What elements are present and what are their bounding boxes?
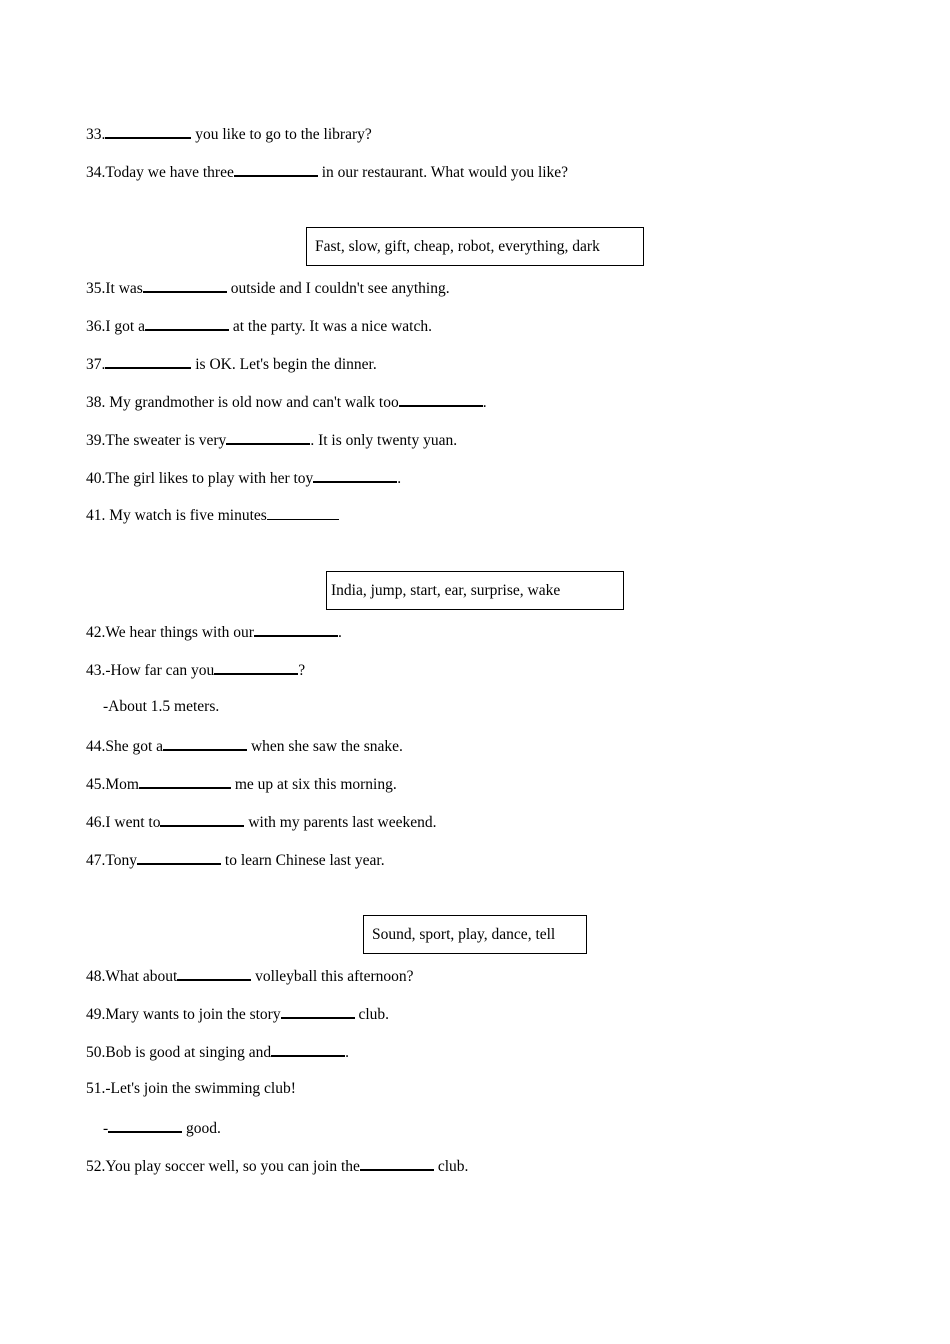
answer-blank[interactable]	[267, 505, 339, 520]
question-34	[86, 161, 568, 183]
question-text: club.	[433, 1158, 469, 1175]
question-text: 38. My grandmother is old now and can't walk too	[86, 394, 399, 411]
answer-blank[interactable]	[160, 811, 244, 827]
question-text: 46.I went to	[86, 814, 161, 831]
question-45	[86, 773, 397, 795]
question-text: 44.She got a	[86, 738, 164, 755]
question-43-answer	[103, 697, 219, 717]
word-box-1	[306, 227, 644, 266]
question-text: .	[482, 394, 487, 411]
question-52	[86, 1155, 468, 1177]
question-text: 47.Tony	[86, 852, 138, 869]
question-text: 40.The girl likes to play with her toy	[86, 470, 314, 487]
question-38	[86, 391, 487, 413]
answer-blank[interactable]	[214, 659, 298, 675]
question-text: club.	[354, 1006, 390, 1023]
question-text: . It is only twenty yuan.	[310, 432, 458, 449]
answer-blank[interactable]	[105, 353, 191, 369]
question-text: 34.Today we have three	[86, 164, 234, 181]
question-text: in our restaurant. What would you like?	[317, 164, 569, 181]
question-text: 50.Bob is good at singing and	[86, 1044, 272, 1061]
question-49	[86, 1003, 389, 1025]
question-text: outside and I couldn't see anything.	[226, 280, 450, 297]
question-43	[86, 659, 305, 681]
answer-blank[interactable]	[234, 161, 318, 177]
question-number: 33.	[86, 126, 106, 143]
question-33	[86, 123, 372, 145]
word-box-text: Fast, slow, gift, cheap, robot, everything, dark	[315, 238, 600, 255]
answer-blank[interactable]	[145, 315, 229, 331]
answer-blank[interactable]	[313, 467, 397, 483]
question-text: 45.Mom	[86, 776, 139, 793]
question-44	[86, 735, 403, 757]
answer-blank[interactable]	[254, 621, 338, 637]
word-box-2	[326, 571, 624, 610]
question-text: is OK. Let's begin the dinner.	[191, 356, 377, 373]
question-text: you like to go to the library?	[191, 126, 372, 143]
question-text: 52.You play soccer well, so you can join the	[86, 1158, 360, 1175]
word-box-3	[363, 915, 587, 954]
question-39	[86, 429, 457, 451]
question-text: me up at six this morning.	[230, 776, 397, 793]
question-text: 51.-Let's join the swimming club!	[86, 1080, 296, 1097]
question-51	[86, 1079, 296, 1099]
question-text: 43.-How far can you	[86, 662, 215, 679]
question-text: 35.It was	[86, 280, 143, 297]
question-46	[86, 811, 436, 833]
question-text: .	[345, 1044, 350, 1061]
question-text: volleyball this afternoon?	[251, 968, 414, 985]
question-text: 36.I got a	[86, 318, 145, 335]
question-text: when she saw the snake.	[247, 738, 403, 755]
answer-blank[interactable]	[137, 849, 221, 865]
question-47	[86, 849, 385, 871]
question-50	[86, 1041, 349, 1063]
answer-blank[interactable]	[143, 277, 227, 293]
question-text: .	[337, 624, 342, 641]
answer-blank[interactable]	[399, 391, 483, 407]
question-text: 41. My watch is five minutes	[86, 507, 267, 524]
question-text: 42.We hear things with our	[86, 624, 254, 641]
answer-blank[interactable]	[360, 1155, 434, 1171]
question-text: to learn Chinese last year.	[221, 852, 385, 869]
answer-text: -About 1.5 meters.	[103, 698, 220, 715]
question-number: 37.	[86, 356, 106, 373]
question-text: 39.The sweater is very	[86, 432, 227, 449]
question-48	[86, 965, 414, 987]
question-37	[86, 353, 377, 375]
word-box-text: India, jump, start, ear, surprise, wake	[331, 582, 561, 599]
question-text: 48.What about	[86, 968, 178, 985]
question-text: with my parents last weekend.	[244, 814, 437, 831]
answer-blank[interactable]	[163, 735, 247, 751]
answer-blank[interactable]	[139, 773, 231, 789]
question-text: at the party. It was a nice watch.	[228, 318, 432, 335]
answer-blank[interactable]	[271, 1041, 345, 1057]
answer-blank[interactable]	[105, 123, 191, 139]
answer-blank[interactable]	[108, 1117, 182, 1133]
question-41	[86, 505, 339, 526]
question-text: 49.Mary wants to join the story	[86, 1006, 281, 1023]
question-42	[86, 621, 342, 643]
answer-blank[interactable]	[281, 1003, 355, 1019]
answer-blank[interactable]	[226, 429, 310, 445]
question-51-reply	[103, 1117, 221, 1139]
reply-text: -	[103, 1120, 109, 1137]
question-36	[86, 315, 432, 337]
question-35	[86, 277, 450, 299]
answer-blank[interactable]	[177, 965, 251, 981]
question-text: ?	[298, 662, 306, 679]
question-40	[86, 467, 401, 489]
word-box-text: Sound, sport, play, dance, tell	[372, 926, 556, 943]
question-text: .	[397, 470, 402, 487]
reply-text: good.	[182, 1120, 221, 1137]
